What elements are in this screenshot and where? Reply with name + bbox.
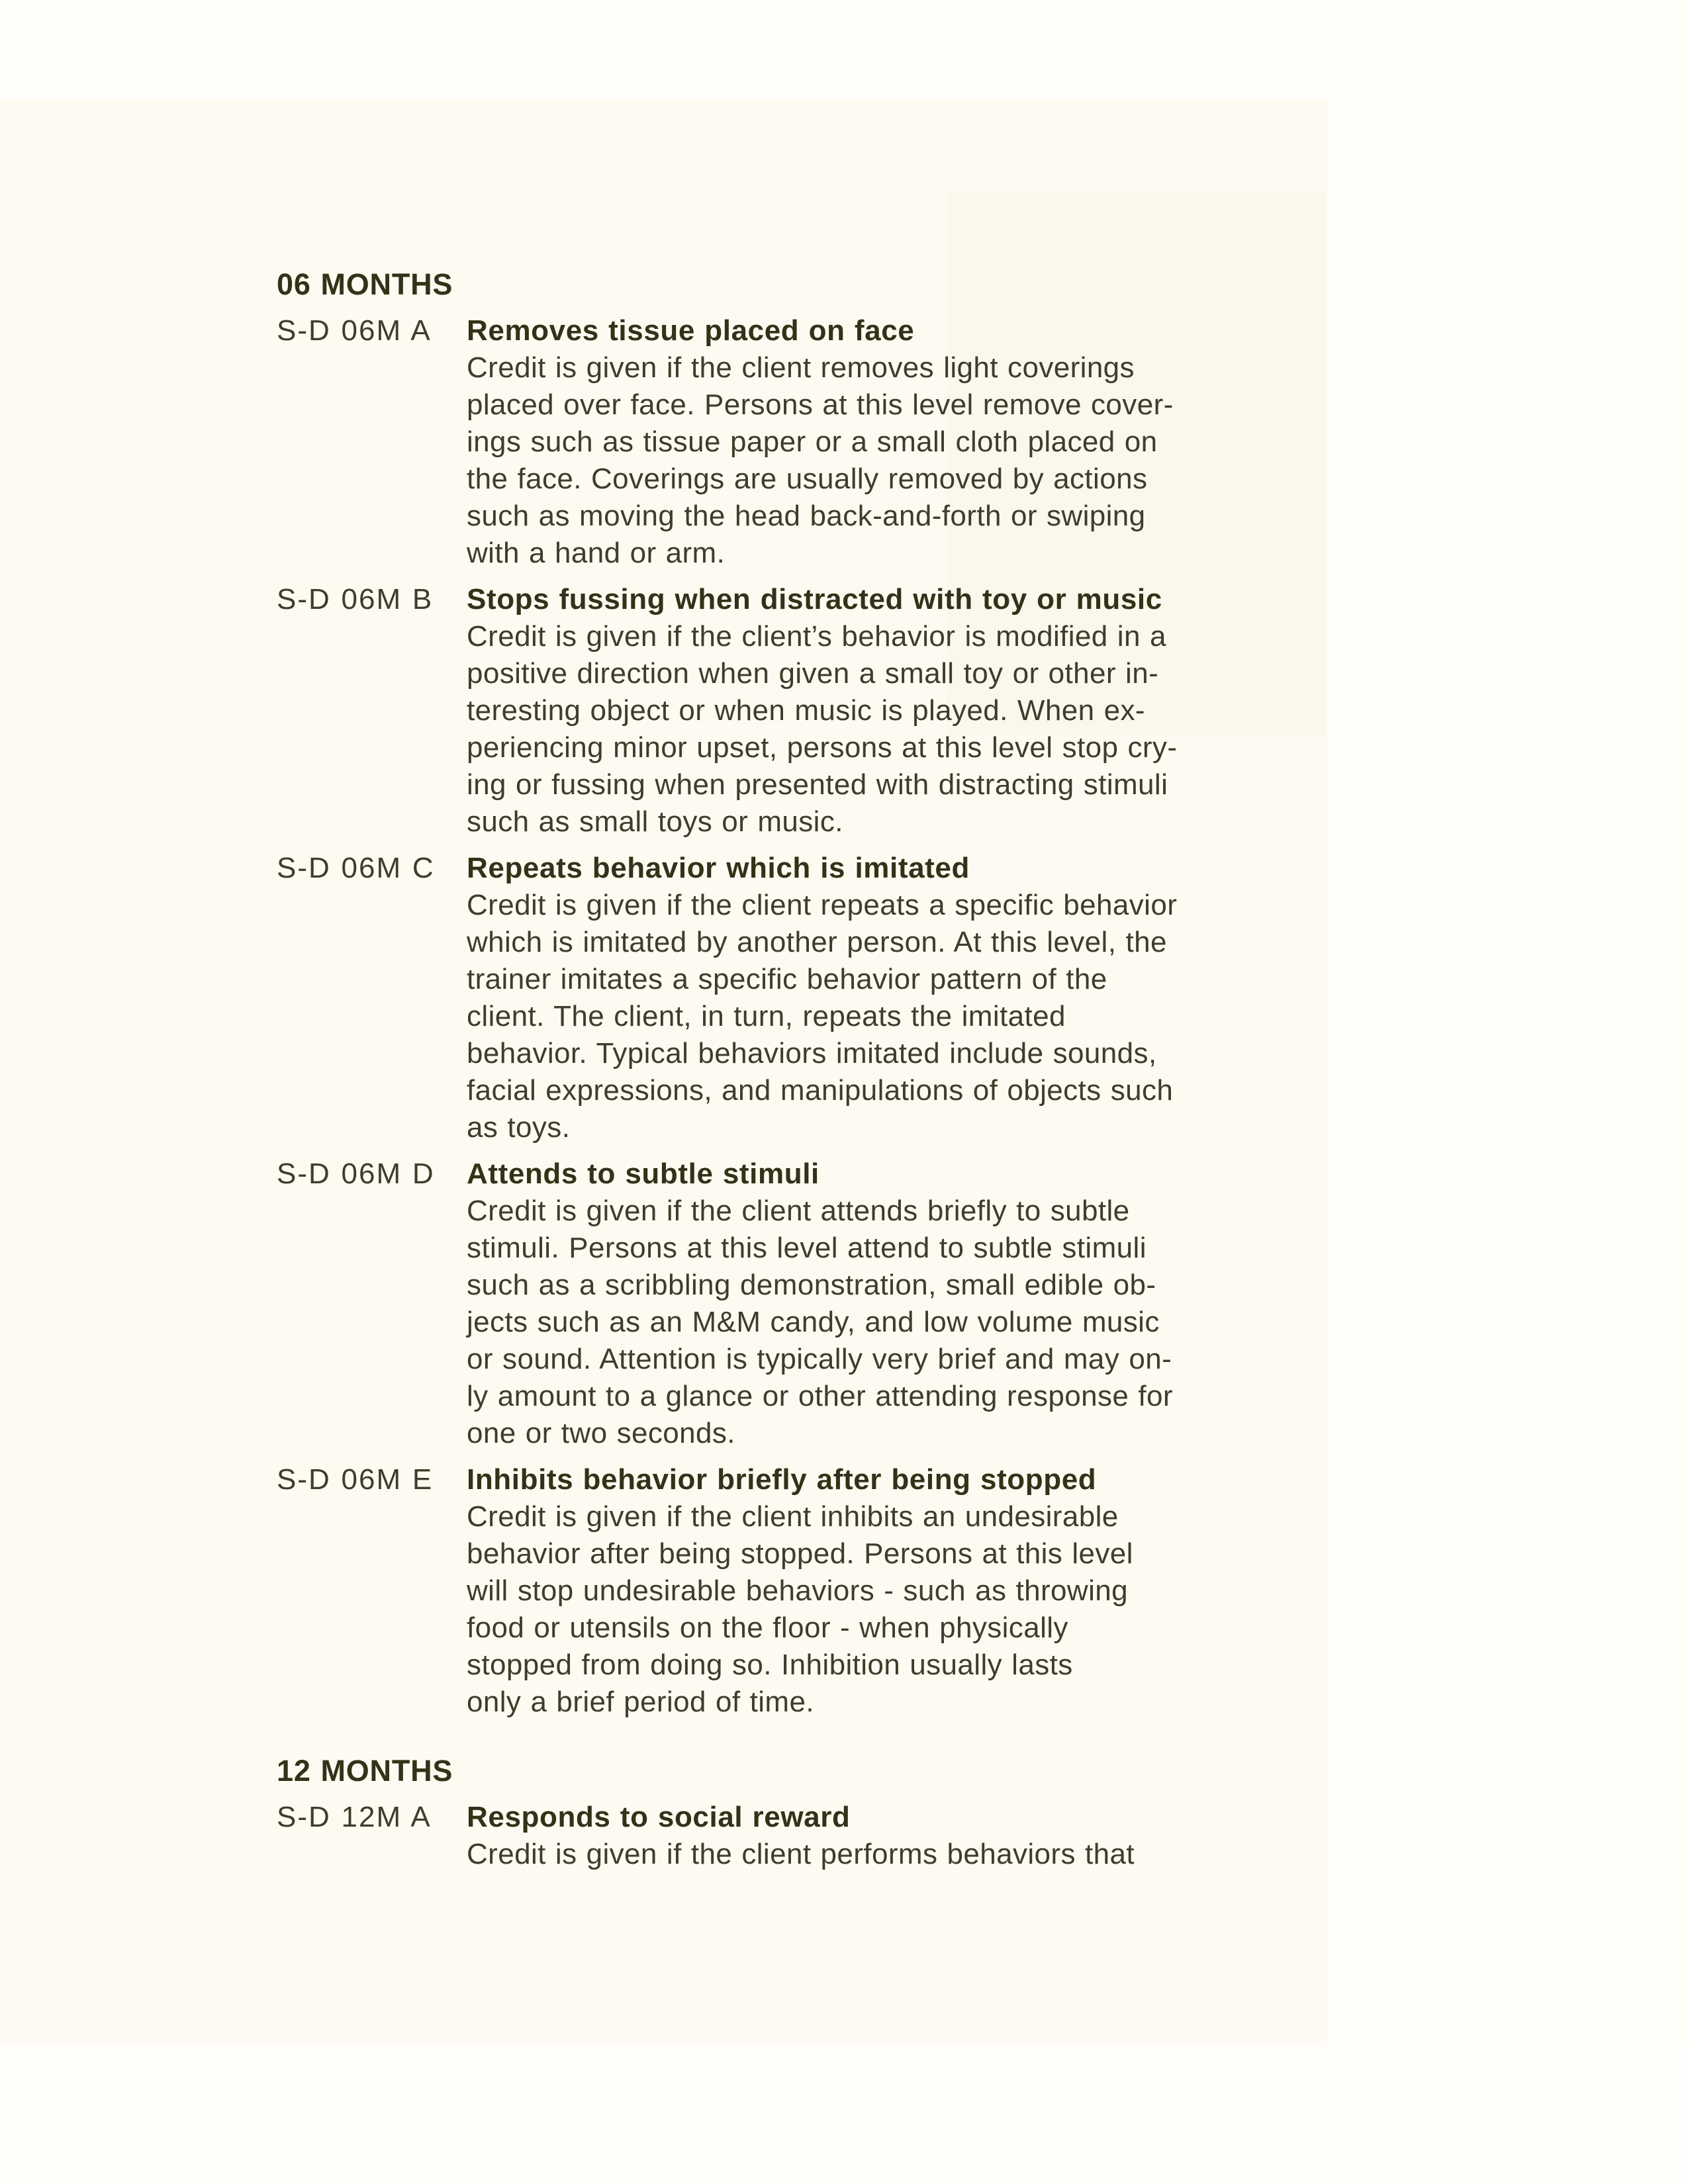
item-body-line: stimuli. Persons at this level attend to subtle stimuli xyxy=(467,1232,1147,1264)
item-body-line: will stop undesirable behaviors - such as throwing xyxy=(467,1574,1128,1607)
item-body-line: food or utensils on the floor - when physically xyxy=(467,1612,1068,1644)
item-title: Removes tissue placed on face xyxy=(467,314,915,347)
age-section xyxy=(277,266,1402,1721)
item-details xyxy=(467,850,1402,1146)
item-body-line: such as moving the head back-and-forth or swiping xyxy=(467,500,1146,532)
item-body-line: teresting object or when music is played. When ex- xyxy=(467,694,1145,727)
item-code: S-D 06M C xyxy=(277,852,435,884)
item-body-line: Credit is given if the client repeats a specific behavior xyxy=(467,889,1178,921)
item-body-line: or sound. Attention is typically very brief and may on- xyxy=(467,1343,1172,1375)
item-body-line: periencing minor upset, persons at this level stop cry- xyxy=(467,731,1178,764)
item-body-line: the face. Coverings are usually removed by actions xyxy=(467,463,1148,495)
item-code: S-D 06M B xyxy=(277,583,434,615)
item-body xyxy=(467,887,1402,1146)
item-body xyxy=(467,349,1402,572)
item-body-line: Credit is given if the client’s behavior is modified in a xyxy=(467,620,1166,653)
item-title: Responds to social reward xyxy=(467,1801,851,1833)
item-code: S-D 06M A xyxy=(277,314,432,347)
item-details xyxy=(467,581,1402,841)
item-body-line: one or two seconds. xyxy=(467,1417,735,1449)
item-details xyxy=(467,1461,1402,1721)
document-content xyxy=(277,266,1402,1873)
item-body-line: Credit is given if the client performs behaviors that xyxy=(467,1838,1135,1870)
item-body-line: placed over face. Persons at this level remove cover- xyxy=(467,388,1174,421)
item-body-line: only a brief period of time. xyxy=(467,1686,814,1718)
assessment-item xyxy=(277,581,1402,841)
section-heading: 12 MONTHS xyxy=(277,1754,453,1788)
item-code: S-D 12M A xyxy=(277,1801,432,1833)
item-code: S-D 06M D xyxy=(277,1158,435,1190)
assessment-item xyxy=(277,312,1402,572)
item-details xyxy=(467,312,1402,572)
item-body-line: which is imitated by another person. At this level, the xyxy=(467,926,1167,958)
scan-light-strip-top xyxy=(0,0,1688,99)
item-body-line: Credit is given if the client attends briefly to subtle xyxy=(467,1195,1130,1227)
item-body-line: behavior. Typical behaviors imitated include sounds, xyxy=(467,1037,1157,1069)
item-details xyxy=(467,1156,1402,1452)
item-body-line: trainer imitates a specific behavior pattern of the xyxy=(467,963,1107,995)
item-body-line: ing or fussing when presented with distracting stimuli xyxy=(467,768,1168,801)
item-body-line: stopped from doing so. Inhibition usually lasts xyxy=(467,1649,1073,1681)
item-body xyxy=(467,618,1402,841)
section-heading: 06 MONTHS xyxy=(277,267,453,301)
item-title: Stops fussing when distracted with toy or music xyxy=(467,583,1162,615)
item-body-line: client. The client, in turn, repeats the imitated xyxy=(467,1000,1066,1032)
item-body-line: behavior after being stopped. Persons at this level xyxy=(467,1537,1133,1570)
item-body-line: such as a scribbling demonstration, small edible ob- xyxy=(467,1269,1156,1301)
item-title: Repeats behavior which is imitated xyxy=(467,852,970,884)
assessment-item xyxy=(277,1461,1402,1721)
item-body xyxy=(467,1836,1402,1873)
scan-light-strip-bottom xyxy=(0,2042,1688,2184)
item-body-line: such as small toys or music. xyxy=(467,805,843,838)
item-body-line: ings such as tissue paper or a small cloth placed on xyxy=(467,426,1158,458)
item-body-line: ly amount to a glance or other attending response for xyxy=(467,1380,1173,1412)
item-code: S-D 06M E xyxy=(277,1463,434,1496)
item-body xyxy=(467,1498,1402,1721)
item-body-line: facial expressions, and manipulations of objects such xyxy=(467,1074,1174,1107)
item-body-line: as toys. xyxy=(467,1111,571,1144)
item-body-line: positive direction when given a small toy or other in- xyxy=(467,657,1159,690)
item-body-line: Credit is given if the client removes light coverings xyxy=(467,351,1135,384)
assessment-item xyxy=(277,1799,1402,1873)
assessment-item xyxy=(277,850,1402,1146)
item-body-line: jects such as an M&M candy, and low volume music xyxy=(467,1306,1160,1338)
assessment-item xyxy=(277,1156,1402,1452)
item-body-line: Credit is given if the client inhibits an undesirable xyxy=(467,1500,1119,1533)
item-body xyxy=(467,1193,1402,1452)
item-title: Attends to subtle stimuli xyxy=(467,1158,820,1190)
item-details xyxy=(467,1799,1402,1873)
item-body-line: with a hand or arm. xyxy=(467,537,726,569)
item-title: Inhibits behavior briefly after being stopped xyxy=(467,1463,1097,1496)
age-section xyxy=(277,1752,1402,1873)
